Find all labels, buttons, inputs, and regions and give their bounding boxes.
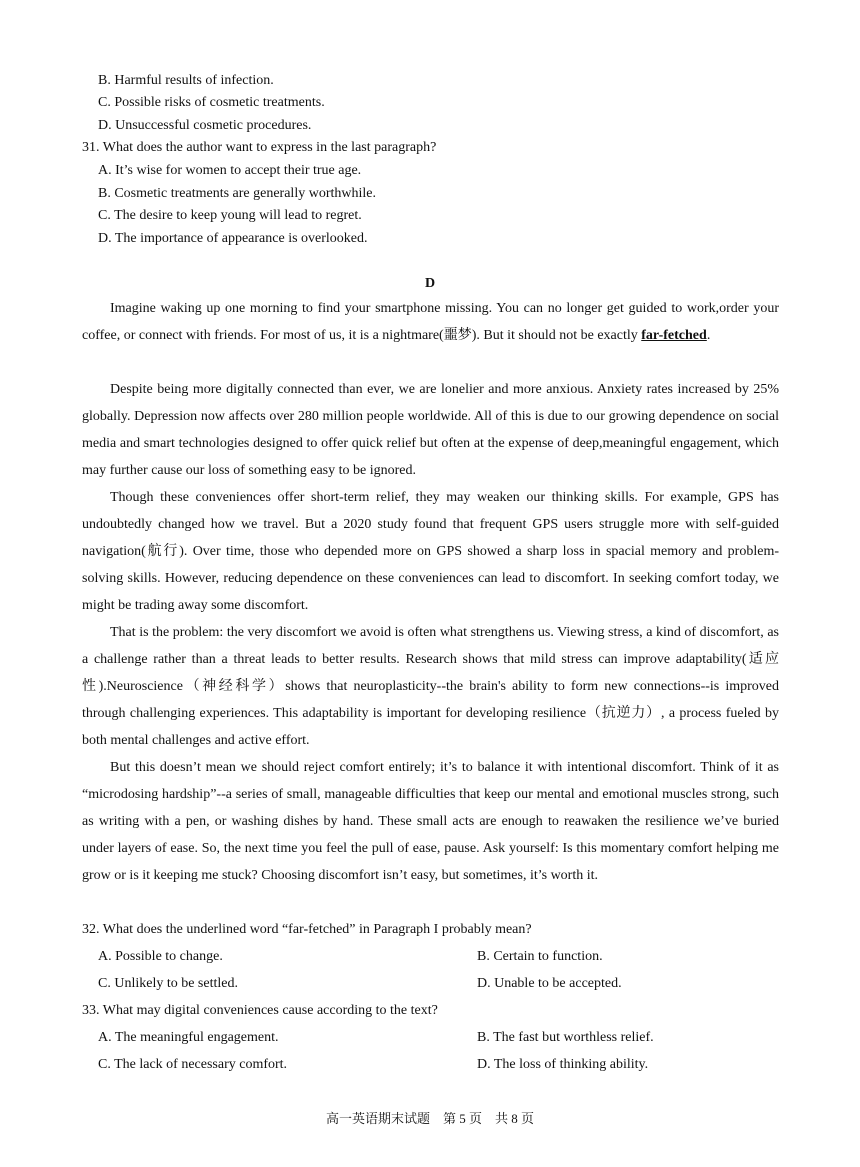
paragraph-1-text: Imagine waking up one morning to find your smartphone missing. You can no longer get guided to work,order your coffee, or connect with friends. For most of us, it is a nightmare(噩梦). But it should not be exactly [82,301,779,343]
question-31-stem: 31. What does the author want to express in the last paragraph? [82,140,437,155]
option-33-d: D. The loss of thinking ability. [477,1057,649,1072]
underlined-word-far-fetched: far-fetched [641,328,707,343]
option-33-c: C. The lack of necessary comfort. [98,1057,288,1072]
option-31-c: C. The desire to keep young will lead to regret. [98,208,362,223]
paragraph-2: Despite being more digitally connected than ever, we are lonelier and more anxious. Anxiety rates increased by 25% globally. Depression now affects over 280 million people worldwide. All of this is due to our growing dependence on social media and smart technologies designed to offer quick relief but often at the expense of deep,meaningful engagement, which may further cause our loss of something easy to be ignored. [82,382,779,478]
paragraph-5: But this doesn’t mean we should reject comfort entirely; it’s to balance it with intentional discomfort. Think of it as “microdosing hardship”--a series of small, manageable difficulties that keep our mental and emotional muscles strong, such as writing with a pen, or washing dishes by hand. These small acts are enough to reawaken the resilience we’ve buried under layers of ease. So, the next time you feel the pull of ease, pause. Ask yourself: Is this momentary comfort helping me grow or is it keeping me stuck? Choosing discomfort isn’t easy, but sometimes, it’s worth it. [82,760,779,883]
option-32-d: D. Unable to be accepted. [477,976,622,991]
section-d-title: D [424,276,436,291]
option-30-b: B. Harmful results of infection. [98,73,274,88]
page-footer: 高一英语期末试题 第 5 页 共 8 页 [325,1111,534,1126]
option-32-b: B. Certain to function. [477,949,603,964]
question-32-stem: 32. What does the underlined word “far-fetched” in Paragraph I probably mean? [82,922,532,937]
option-30-c: C. Possible risks of cosmetic treatments. [98,95,325,110]
option-33-a: A. The meaningful engagement. [98,1030,279,1045]
option-32-c: C. Unlikely to be settled. [98,976,238,991]
paragraph-4: That is the problem: the very discomfort we avoid is often what strengthens us. Viewing stress, a kind of discomfort, as a challenge rather than a threat leads to better results. Research shows that mild stress can improve adaptability(适应性).Neuroscience（神经科学）shows that neuroplasticity--the brain's ability to form new connections--is improved through challenging experiences. This adaptability is important for developing resilience（抗逆力）, a process fueled by both mental challenges and active effort. [82,625,779,748]
option-31-a: A. It’s wise for women to accept their true age. [98,163,362,178]
option-32-a: A. Possible to change. [98,949,223,964]
option-30-d: D. Unsuccessful cosmetic procedures. [98,118,312,133]
paragraph-3: Though these conveniences offer short-term relief, they may weaken our thinking skills. For example, GPS has undoubtedly changed how we travel. But a 2020 study found that frequent GPS users struggle more with self-guided navigation(航行). Over time, those who depended more on GPS showed a sharp loss in spacial memory and problem-solving skills. However, reducing dependence on these conveniences can lead to discomfort. In seeking comfort today, we might be trading away some discomfort. [82,490,779,613]
paragraph-1-end: . [706,328,711,343]
option-33-b: B. The fast but worthless relief. [477,1030,654,1045]
option-31-d: D. The importance of appearance is overlooked. [98,231,368,246]
option-31-b: B. Cosmetic treatments are generally worthwhile. [98,186,376,201]
question-33-stem: 33. What may digital conveniences cause according to the text? [82,1003,438,1018]
paragraph-1 [82,295,779,349]
